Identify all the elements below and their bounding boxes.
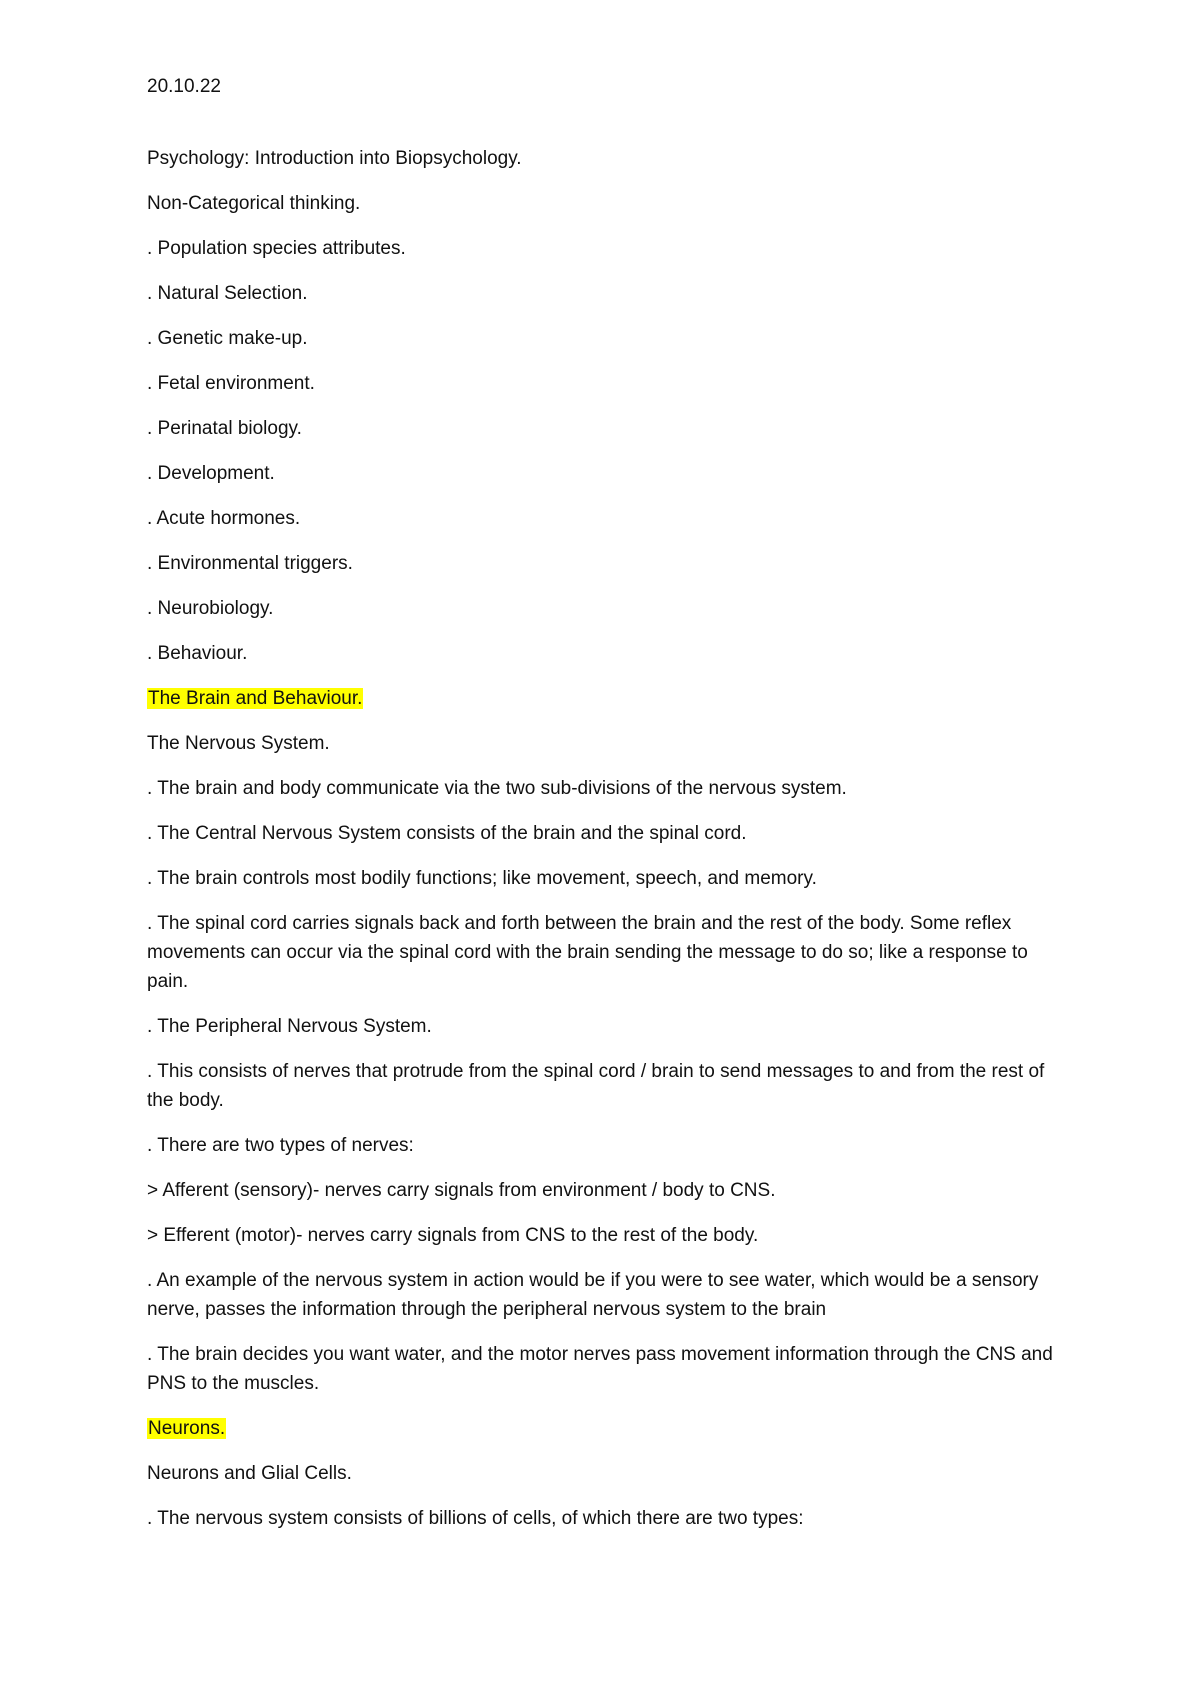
list-item: . Fetal environment. bbox=[147, 373, 315, 394]
document-content bbox=[147, 72, 1067, 1549]
highlighted-heading-text: Neurons. bbox=[148, 1418, 226, 1439]
list-item: . Genetic make-up. bbox=[147, 328, 308, 349]
list-item: . Behaviour. bbox=[147, 643, 248, 664]
list-item: . Environmental triggers. bbox=[147, 553, 353, 574]
section-heading-brain bbox=[147, 684, 1067, 713]
subheading-nervous-system: The Nervous System. bbox=[147, 733, 330, 754]
paragraph: . The Peripheral Nervous System. bbox=[147, 1016, 432, 1037]
list-item: . Neurobiology. bbox=[147, 598, 274, 619]
paragraph: . This consists of nerves that protrude from the spinal cord / brain to send messages to and from the rest of the body. bbox=[147, 1061, 1045, 1111]
list-item: . Acute hormones. bbox=[147, 508, 301, 529]
paragraph: . The spinal cord carries signals back and forth between the brain and the rest of the body. Some reflex movements can occur via the spinal cord with the brain sending the message to do so; like a response to pain. bbox=[147, 913, 1028, 992]
paragraph: . The brain decides you want water, and the motor nerves pass movement information through the CNS and PNS to the muscles. bbox=[147, 1344, 1053, 1394]
list-item: . Natural Selection. bbox=[147, 283, 308, 304]
subheading-neurons-glial: Neurons and Glial Cells. bbox=[147, 1463, 352, 1484]
paragraph: > Efferent (motor)- nerves carry signals from CNS to the rest of the body. bbox=[147, 1225, 759, 1246]
paragraph: . The brain and body communicate via the two sub-divisions of the nervous system. bbox=[147, 778, 847, 799]
paragraph: . The nervous system consists of billions of cells, of which there are two types: bbox=[147, 1508, 804, 1529]
section-heading-neurons bbox=[147, 1414, 1067, 1443]
paragraph: > Afferent (sensory)- nerves carry signals from environment / body to CNS. bbox=[147, 1180, 776, 1201]
document-date: 20.10.22 bbox=[147, 76, 221, 97]
paragraph: . There are two types of nerves: bbox=[147, 1135, 414, 1156]
list-item: . Perinatal biology. bbox=[147, 418, 302, 439]
paragraph: . The brain controls most bodily functions; like movement, speech, and memory. bbox=[147, 868, 817, 889]
document-title: Psychology: Introduction into Biopsychology. bbox=[147, 148, 522, 169]
paragraph: . The Central Nervous System consists of the brain and the spinal cord. bbox=[147, 823, 747, 844]
list-item: . Development. bbox=[147, 463, 275, 484]
paragraph: . An example of the nervous system in action would be if you were to see water, which would be a sensory nerve, passes the information through the peripheral nervous system to the brain bbox=[147, 1270, 1039, 1320]
document-subtitle: Non-Categorical thinking. bbox=[147, 193, 361, 214]
highlighted-heading-text: The Brain and Behaviour. bbox=[148, 688, 363, 709]
list-item: . Population species attributes. bbox=[147, 238, 406, 259]
